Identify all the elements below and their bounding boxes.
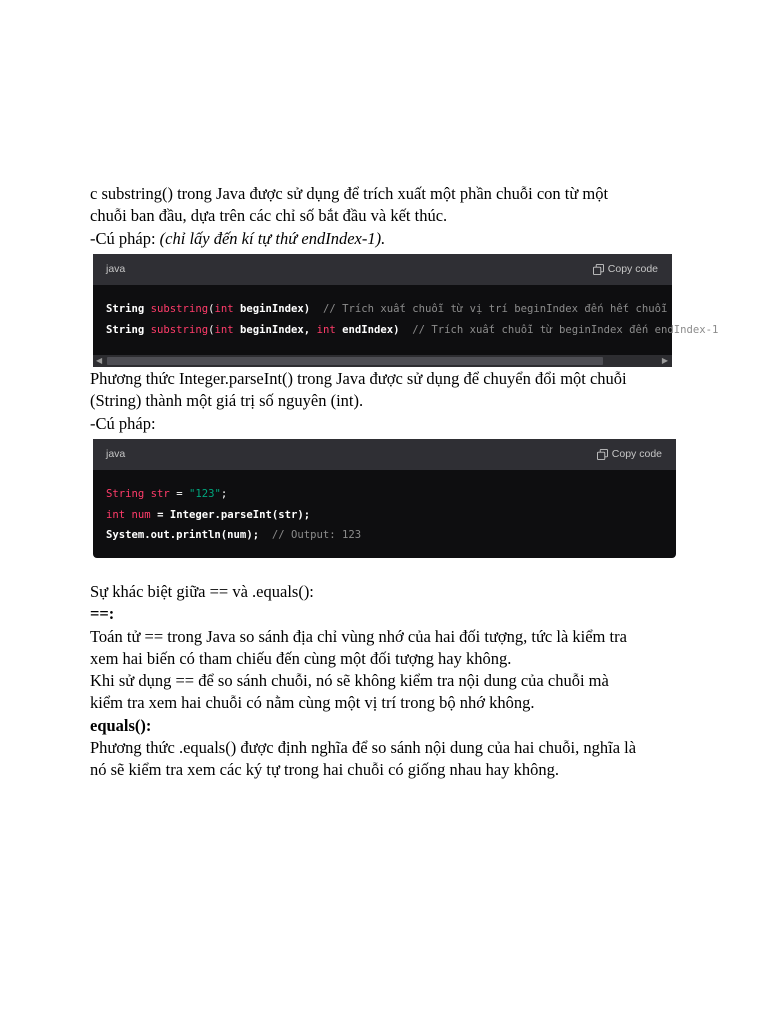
copy-code-label: Copy code (611, 448, 662, 460)
text-line: (String) thành một giá trị số nguyên (int). (90, 391, 364, 411)
code-line: String substring(int beginIndex, int endIndex) // Trích xuất chuỗi từ beginIndex đến endIndex-1 (106, 323, 719, 336)
scroll-right-icon[interactable]: ▶ (661, 356, 668, 365)
syntax-line (90, 228, 690, 250)
syntax-line: -Cú pháp: (90, 413, 156, 433)
code-content (93, 285, 719, 354)
parseint-description (90, 368, 690, 435)
copy-icon (593, 264, 604, 275)
equals-method-label: equals(): (90, 715, 152, 735)
horizontal-scrollbar[interactable] (93, 355, 672, 367)
scroll-left-icon[interactable]: ◀ (96, 356, 103, 365)
code-header (93, 439, 676, 470)
copy-code-label: Copy code (607, 263, 658, 275)
syntax-note: (chỉ lấy đến kí tự thứ endIndex-1). (159, 228, 386, 248)
text-line: nó sẽ kiểm tra xem các ký tự trong hai chuỗi có giống nhau hay không. (90, 760, 559, 780)
text-line: kiểm tra xem hai chuỗi có nằm cùng một vị trí trong bộ nhớ không. (90, 693, 535, 713)
copy-code-button[interactable] (597, 448, 662, 460)
code-content (93, 470, 676, 560)
text-line: Toán tử == trong Java so sánh địa chỉ vùng nhớ của hai đối tượng, tức là kiểm tra (90, 626, 627, 646)
code-language-label: java (106, 448, 126, 460)
code-header (93, 254, 672, 285)
code-block-parseint (93, 439, 676, 558)
syntax-prefix: -Cú pháp: (90, 228, 160, 248)
text-line: xem hai biến có tham chiếu đến cùng một đối tượng hay không. (90, 648, 512, 668)
scrollbar-thumb[interactable] (107, 357, 603, 365)
code-language-label: java (106, 263, 126, 275)
comparison-section (90, 581, 690, 782)
substring-description (90, 183, 690, 250)
text-line: c substring() trong Java được sử dụng để trích xuất một phần chuỗi con từ một (90, 184, 609, 203)
eq-operator-label: ==: (90, 604, 115, 624)
text-line: Phương thức .equals() được định nghĩa để so sánh nội dung của hai chuỗi, nghĩa là (90, 738, 637, 758)
code-line: String str = "123"; (106, 488, 228, 500)
copy-icon (597, 449, 608, 460)
section-heading: Sự khác biệt giữa == và .equals(): (90, 582, 314, 601)
text-line: Khi sử dụng == để so sánh chuỗi, nó sẽ không kiểm tra nội dung của chuỗi mà (90, 671, 609, 691)
copy-code-button[interactable] (593, 263, 658, 275)
code-line: System.out.println(num); // Output: 123 (106, 529, 362, 541)
text-line: chuỗi ban đầu, dựa trên các chỉ số bắt đầu và kết thúc. (90, 206, 448, 226)
code-line: String substring(int beginIndex) // Trích xuất chuỗi từ vị trí beginIndex đến hết chuỗi (106, 303, 668, 315)
code-line: int num = Integer.parseInt(str); (106, 508, 311, 521)
text-line: Phương thức Integer.parseInt() trong Java được sử dụng để chuyển đổi một chuỗi (90, 369, 627, 388)
code-block-substring (93, 254, 719, 367)
